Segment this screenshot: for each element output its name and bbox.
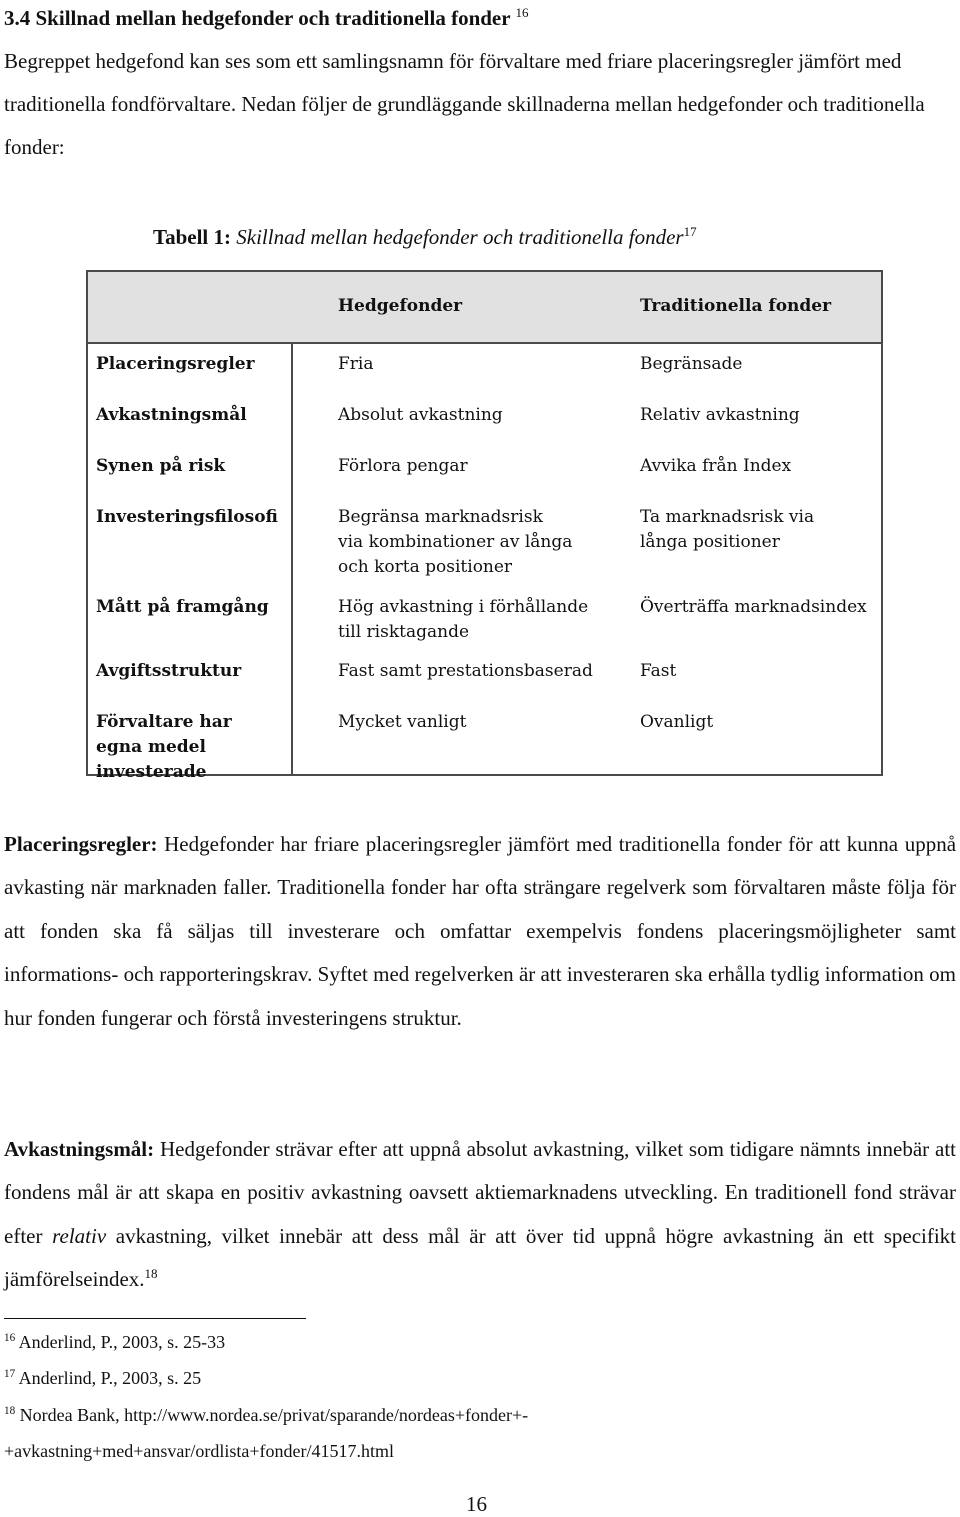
row-trad-value: Ta marknadsrisk via långa positioner: [640, 507, 815, 552]
row-hedge-value: Begränsa marknadsrisk via kombinationer av långa och korta positioner: [338, 507, 573, 577]
row-label: Synen på risk: [96, 456, 226, 476]
footnote-18: [4, 1403, 528, 1427]
row-hedge-value: Absolut avkastning: [338, 405, 503, 425]
emphasis-relativ: relativ: [52, 1223, 107, 1248]
footnote-separator: [4, 1318, 306, 1319]
paragraph-footnote-ref[interactable]: 18: [144, 1266, 158, 1282]
row-hedge-value: Förlora pengar: [338, 456, 468, 476]
footnote-text[interactable]: Nordea Bank, http://www.nordea.se/privat/sparande/nordeas+fonder+-: [19, 1405, 529, 1425]
table-caption-text: Skillnad mellan hedgefonder och traditionella fonder: [236, 225, 684, 249]
paragraph-avkastningsmal-text-end: avkastning, vilket innebär att dess mål är att över tid uppnå högre avkastning än ett specifikt jämförelseindex.: [4, 1223, 957, 1292]
intro-paragraph: Begreppet hedgefond kan ses som ett samlingsnamn för förvaltare med friare placeringsregler jämfört med traditionella fondförvaltare. Nedan följer de grundläggande skillnaderna mellan hedgefonder och traditionella fonder:: [4, 49, 925, 159]
footnote-number: 17: [4, 1368, 16, 1380]
comparison-table: [86, 270, 883, 782]
row-label: Placeringsregler: [96, 354, 255, 374]
paragraph-avkastningsmal: [4, 1128, 956, 1302]
table-caption-footnote-ref[interactable]: 17: [683, 224, 697, 239]
row-label: Avgiftsstruktur: [96, 661, 242, 681]
footnote-text: Anderlind, P., 2003, s. 25: [18, 1368, 202, 1388]
table-caption-label: Tabell 1:: [153, 225, 231, 249]
term-placeringsregler: Placeringsregler:: [4, 832, 158, 856]
footnote-number: 18: [4, 1405, 16, 1417]
term-avkastningsmal: Avkastningsmål:: [4, 1137, 155, 1161]
row-trad-value: Ovanligt: [640, 712, 714, 732]
row-label: Avkastningsmål: [96, 405, 247, 425]
row-hedge-value: Fast samt prestationsbaserad: [338, 661, 593, 681]
row-trad-value: Fast: [640, 661, 677, 681]
footnote-text: Anderlind, P., 2003, s. 25-33: [18, 1332, 226, 1352]
header-hedgefonder: Hedgefonder: [338, 296, 463, 316]
row-label: Mått på framgång: [96, 597, 269, 617]
table-caption: [153, 220, 697, 254]
row-trad-value: Överträffa marknadsindex: [640, 597, 867, 617]
footnote-18-continuation[interactable]: +avkastning+med+ansvar/ordlista+fonder/41517.html: [4, 1441, 395, 1461]
paragraph-placeringsregler-text: Hedgefonder har friare placeringsregler jämfört med traditionella fonder för att kunna uppnå avkasting när marknaden faller. Traditionella fonder har ofta strängare regelverk som förvaltaren måste följa för att fonden ska få säljas till investerare och omfattar exempelvis fondens placeringsmöjligheter samt informations- och rapporteringskrav. Syftet med regelverken är att investeraren ska erhålla tydlig information om hur fonden fungerar och förstå investeringens struktur.: [4, 832, 957, 1030]
row-trad-value: Begränsade: [640, 354, 743, 374]
paragraph-avkastningsmal-text: Hedgefonder strävar efter att uppnå absolut avkastning, vilket som tidigare nämnts innebär att fondens mål är att skapa en positiv avkastning oavsett aktiemarknadens utveckling. En traditionell fond strävar efter: [4, 1137, 957, 1248]
footnote-16: [4, 1330, 225, 1354]
heading-footnote-ref[interactable]: 16: [515, 5, 529, 20]
row-trad-value: Avvika från Index: [640, 456, 792, 476]
table-header-row: [88, 272, 881, 344]
row-trad-value: Relativ avkastning: [640, 405, 800, 425]
row-label: Investeringsfilosofi: [96, 507, 278, 527]
page-number: 16: [466, 1492, 487, 1516]
row-label: Förvaltare har egna medel investerade: [96, 712, 232, 782]
footnote-17: [4, 1366, 201, 1390]
row-hedge-value: Fria: [338, 354, 374, 374]
paragraph-placeringsregler: [4, 823, 956, 1040]
section-heading-text: 3.4 Skillnad mellan hedgefonder och traditionella fonder: [4, 6, 511, 30]
table-column-divider: [291, 344, 293, 774]
row-hedge-value: Hög avkastning i förhållande till risktagande: [338, 597, 589, 642]
row-hedge-value: Mycket vanligt: [338, 712, 467, 732]
header-traditionella-fonder: Traditionella fonder: [640, 296, 832, 316]
section-heading: [4, 4, 528, 32]
footnote-number: 16: [4, 1332, 16, 1344]
